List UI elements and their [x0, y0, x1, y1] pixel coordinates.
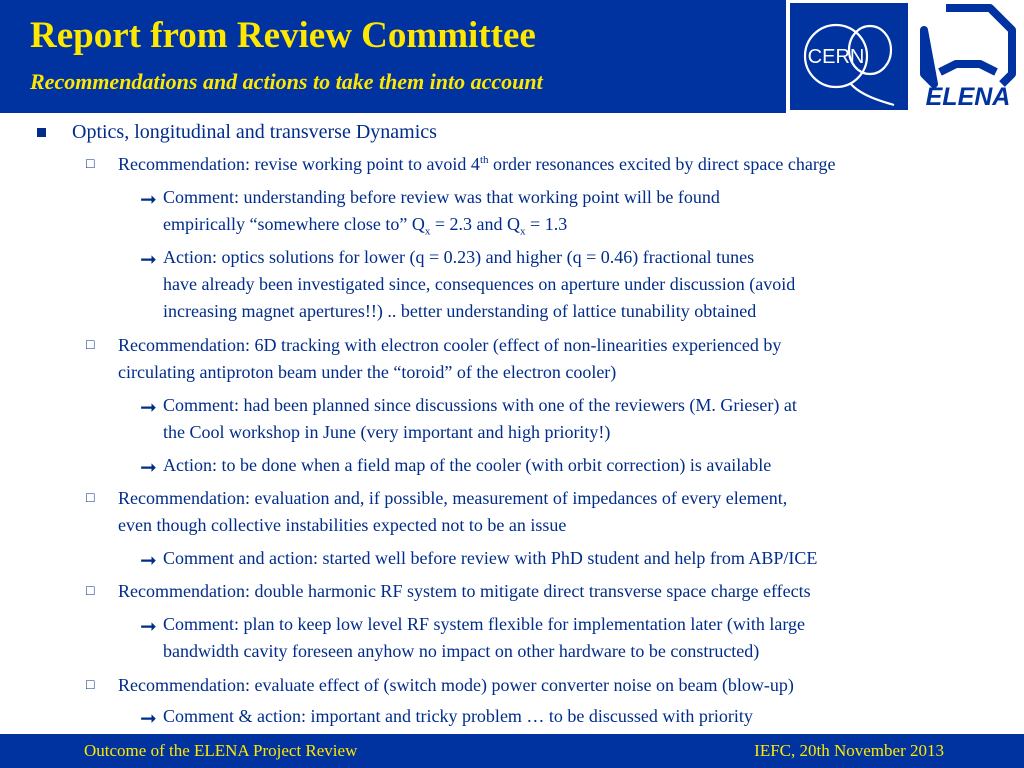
- footer-right-text: IEFC, 20th November 2013: [754, 741, 944, 760]
- svg-text:ELENA: ELENA: [925, 83, 1011, 110]
- bullet-hollow-square-icon: □: [86, 678, 95, 693]
- comment-2-line-2: the Cool workshop in June (very important and high priority!): [163, 422, 611, 442]
- bullet-hollow-square-icon: □: [86, 491, 95, 506]
- recommendation-2-line-1: Recommendation: 6D tracking with electron cooler (effect of non-linearities experienced by: [118, 335, 782, 355]
- arrow-bullet-icon: ➞: [140, 187, 157, 211]
- bullet-hollow-square-icon: □: [86, 584, 95, 599]
- bullet-hollow-square-icon: □: [86, 157, 95, 172]
- recommendation-2-line-2: circulating antiproton beam under the “toroid” of the electron cooler): [118, 362, 617, 382]
- action-1-line-2: have already been investigated since, consequences on aperture under discussion (avoid: [163, 274, 796, 294]
- recommendation-1: Recommendation: revise working point to avoid 4th order resonances excited by direct space charge: [118, 154, 836, 174]
- recommendation-5: Recommendation: evaluate effect of (switch mode) power converter noise on beam (blow-up): [118, 675, 794, 695]
- comment-5: Comment & action: important and tricky problem … to be discussed with priority: [163, 706, 753, 726]
- footer-band: [0, 734, 1024, 768]
- arrow-bullet-icon: ➞: [140, 395, 157, 419]
- arrow-bullet-icon: ➞: [140, 247, 157, 271]
- arrow-bullet-icon: ➞: [140, 455, 157, 479]
- arrow-bullet-icon: ➞: [140, 706, 157, 730]
- comment-1-line-2: empirically “somewhere close to” $Q_x = 2.3$ and $Q_x = 1.3$: [163, 214, 568, 238]
- comment-2-line-1: Comment: had been planned since discussions with one of the reviewers (M. Grieser) at: [163, 395, 797, 415]
- comment-3: Comment and action: started well before review with PhD student and help from ABP/ICE: [163, 548, 818, 568]
- recommendation-4: Recommendation: double harmonic RF system to mitigate direct transverse space charge effects: [118, 581, 811, 601]
- footer-left-text: Outcome of the ELENA Project Review: [84, 741, 358, 760]
- svg-text:CERN: CERN: [807, 46, 865, 68]
- arrow-bullet-icon: ➞: [140, 548, 157, 572]
- action-1-line-3: increasing magnet apertures!!) .. better understanding of lattice tunability obtained: [163, 301, 757, 321]
- slide-body: [0, 116, 1024, 734]
- comment-4-line-2: bandwidth cavity foreseen anyhow no impact on other hardware to be constructed): [163, 641, 760, 661]
- arrow-bullet-icon: ➞: [140, 614, 157, 638]
- recommendation-3-line-1: Recommendation: evaluation and, if possible, measurement of impedances of every element,: [118, 488, 788, 508]
- topic-heading: Optics, longitudinal and transverse Dynamics: [72, 121, 437, 143]
- bullet-square-icon: [37, 128, 46, 137]
- elena-logo: [916, 2, 1020, 110]
- action-2: Action: to be done when a field map of the cooler (with orbit correction) is available: [163, 455, 772, 475]
- recommendation-3-line-2: even though collective instabilities expected not to be an issue: [118, 515, 567, 535]
- cern-logo: [790, 3, 908, 110]
- comment-1-line-1: Comment: understanding before review was that working point will be found: [163, 187, 720, 207]
- slide-title: Report from Review Committee: [30, 15, 536, 56]
- action-1-line-1: Action: optics solutions for lower (q = 0.23) and higher (q = 0.46) fractional tunes: [163, 247, 755, 267]
- comment-4-line-1: Comment: plan to keep low level RF system flexible for implementation later (with large: [163, 614, 806, 634]
- bullet-hollow-square-icon: □: [86, 338, 95, 353]
- slide-subtitle: Recommendations and actions to take them into account: [30, 69, 543, 94]
